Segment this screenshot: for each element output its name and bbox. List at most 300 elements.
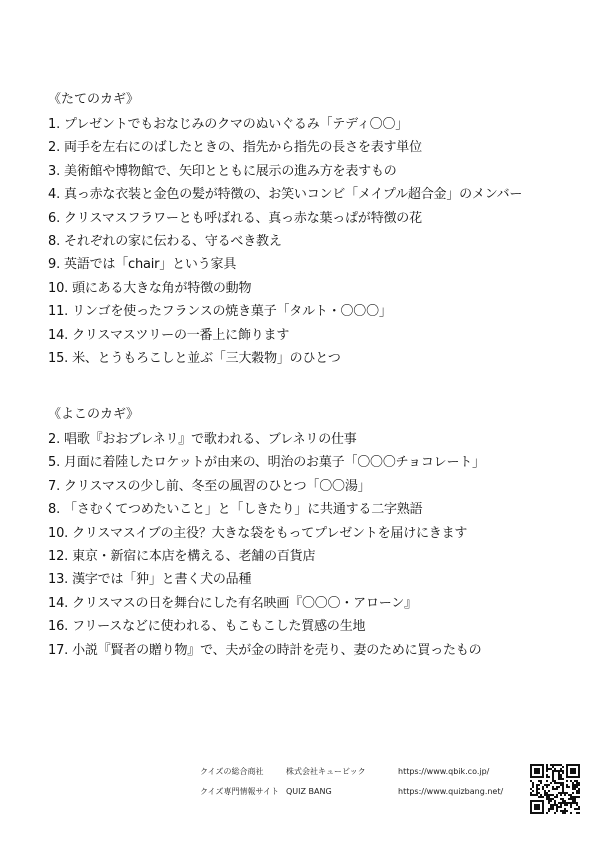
qr-module — [574, 796, 576, 798]
across-clue-list — [48, 113, 608, 370]
clue-text: クリスマスの日を舞台にした有名映画『〇〇〇・アローン』 — [72, 595, 417, 611]
qr-module — [530, 810, 532, 812]
qr-module — [550, 794, 552, 796]
across-clues-section — [48, 90, 608, 370]
qr-module — [536, 792, 538, 794]
qr-module — [554, 768, 556, 770]
clue-text: クリスマスの少し前、冬至の風習のひとつ「〇〇湯」 — [64, 478, 371, 494]
qr-module — [576, 812, 578, 814]
footer — [200, 762, 530, 802]
qr-module — [536, 800, 538, 802]
qr-code-icon[interactable] — [530, 764, 580, 814]
qr-module — [544, 794, 546, 796]
qr-module — [550, 800, 552, 802]
qr-module — [560, 764, 562, 766]
qr-module — [530, 768, 532, 770]
qr-module — [578, 770, 580, 772]
qr-module — [548, 800, 550, 802]
qr-module — [532, 800, 534, 802]
qr-module — [576, 780, 578, 782]
qr-module — [578, 784, 580, 786]
qr-module — [546, 792, 548, 794]
qr-module — [542, 764, 544, 766]
qr-module — [554, 804, 556, 806]
qr-module — [576, 764, 578, 766]
qr-module — [546, 798, 548, 800]
qr-module — [574, 798, 576, 800]
qr-module — [578, 782, 580, 784]
qr-module — [560, 806, 562, 808]
qr-module — [562, 772, 564, 774]
qr-module — [578, 768, 580, 770]
qr-module — [562, 792, 564, 794]
qr-module — [558, 770, 560, 772]
qr-module — [560, 810, 562, 812]
qr-module — [570, 768, 572, 770]
qr-module — [552, 766, 554, 768]
down-clue — [48, 475, 608, 498]
qr-module — [576, 804, 578, 806]
qr-module — [576, 790, 578, 792]
qr-module — [536, 804, 538, 806]
qr-module — [578, 766, 580, 768]
qr-module — [548, 808, 550, 810]
qr-module — [534, 812, 536, 814]
qr-module — [566, 764, 568, 766]
qr-module — [552, 798, 554, 800]
qr-module — [574, 776, 576, 778]
qr-module — [572, 768, 574, 770]
across-clue — [48, 160, 608, 183]
qr-module — [564, 792, 566, 794]
qr-module — [566, 776, 568, 778]
qr-module — [556, 786, 558, 788]
qr-module — [572, 784, 574, 786]
qr-module — [554, 788, 556, 790]
qr-module — [538, 770, 540, 772]
qr-module — [574, 788, 576, 790]
clue-number: 13. — [48, 572, 69, 588]
qr-module — [536, 790, 538, 792]
qr-module — [538, 800, 540, 802]
clue-number: 1. — [48, 117, 61, 132]
clue-text: 頭にある大きな角が特徴の動物 — [72, 280, 252, 296]
qr-module — [536, 776, 538, 778]
qr-module — [542, 808, 544, 810]
qr-module — [562, 786, 564, 788]
qr-module — [552, 778, 554, 780]
qr-module — [576, 792, 578, 794]
clue-number: 5. — [48, 455, 61, 471]
qr-module — [576, 776, 578, 778]
qr-module — [560, 774, 562, 776]
qr-module — [554, 812, 556, 814]
qr-module — [548, 776, 550, 778]
qr-module — [542, 800, 544, 802]
qr-module — [546, 768, 548, 770]
clue-number: 9. — [48, 257, 61, 273]
qr-module — [574, 784, 576, 786]
qr-module — [572, 772, 574, 774]
qr-module — [550, 808, 552, 810]
clue-number: 8. — [48, 233, 61, 249]
qr-module — [568, 764, 570, 766]
qr-module — [576, 796, 578, 798]
qr-module — [536, 808, 538, 810]
clue-number: 11. — [48, 304, 69, 320]
qr-module — [562, 812, 564, 814]
qr-module — [560, 798, 562, 800]
qr-module — [546, 786, 548, 788]
qr-module — [546, 770, 548, 772]
qr-module — [552, 788, 554, 790]
clue-number: 17. — [48, 642, 69, 658]
qr-module — [560, 784, 562, 786]
qr-module — [544, 790, 546, 792]
qr-module — [554, 782, 556, 784]
qr-module — [546, 784, 548, 786]
down-clue — [48, 498, 608, 521]
across-clue — [48, 253, 608, 276]
qr-module — [578, 796, 580, 798]
clue-number: 10. — [48, 525, 69, 541]
clue-number: 3. — [48, 163, 61, 179]
qr-module — [568, 794, 570, 796]
qr-module — [556, 796, 558, 798]
qr-module — [554, 800, 556, 802]
qr-module — [562, 798, 564, 800]
qr-module — [570, 772, 572, 774]
qr-module — [530, 794, 532, 796]
clue-text: プレゼントでもおなじみのクマのぬいぐるみ「テディ〇〇」 — [64, 117, 409, 132]
qr-module — [556, 770, 558, 772]
qr-module — [536, 794, 538, 796]
clue-number: 7. — [48, 478, 61, 494]
qr-module — [572, 792, 574, 794]
qr-module — [568, 776, 570, 778]
qr-module — [578, 774, 580, 776]
qr-module — [576, 808, 578, 810]
qr-module — [572, 800, 574, 802]
qr-module — [556, 806, 558, 808]
qr-module — [552, 804, 554, 806]
qr-module — [538, 772, 540, 774]
qr-module — [546, 774, 548, 776]
qr-module — [558, 764, 560, 766]
qr-module — [546, 812, 548, 814]
qr-module — [560, 804, 562, 806]
qr-module — [558, 786, 560, 788]
qr-module — [550, 806, 552, 808]
down-clue — [48, 615, 608, 638]
qr-module — [566, 770, 568, 772]
qr-module — [570, 806, 572, 808]
qr-module — [560, 802, 562, 804]
qr-module — [534, 800, 536, 802]
clue-number: 15. — [48, 350, 69, 366]
footer-company-name: 株式会社キュービック — [286, 767, 366, 776]
qr-module — [558, 774, 560, 776]
qr-module — [564, 802, 566, 804]
across-clue — [48, 136, 608, 159]
clue-text: 英語では「chair」という家具 — [64, 257, 237, 273]
qr-module — [538, 792, 540, 794]
qr-module — [562, 770, 564, 772]
qr-module — [560, 768, 562, 770]
qr-module — [578, 788, 580, 790]
down-clue-list — [48, 428, 608, 662]
qr-module — [532, 784, 534, 786]
qr-module — [562, 800, 564, 802]
qr-module — [548, 796, 550, 798]
qr-module — [572, 776, 574, 778]
qr-module — [536, 788, 538, 790]
qr-module — [552, 808, 554, 810]
qr-module — [574, 800, 576, 802]
across-clue — [48, 347, 608, 370]
qr-module — [534, 794, 536, 796]
qr-module — [564, 810, 566, 812]
qr-module — [542, 772, 544, 774]
qr-module — [536, 812, 538, 814]
qr-module — [576, 782, 578, 784]
qr-module — [566, 774, 568, 776]
qr-module — [574, 768, 576, 770]
across-clue — [48, 183, 608, 206]
down-clue — [48, 639, 608, 662]
qr-module — [562, 790, 564, 792]
qr-module — [554, 796, 556, 798]
qr-module — [576, 784, 578, 786]
qr-module — [538, 806, 540, 808]
qr-module — [568, 802, 570, 804]
qr-module — [570, 764, 572, 766]
across-clue — [48, 230, 608, 253]
qr-module — [538, 764, 540, 766]
qr-module — [542, 788, 544, 790]
qr-module — [566, 784, 568, 786]
qr-module — [556, 810, 558, 812]
qr-module — [538, 776, 540, 778]
qr-module — [570, 812, 572, 814]
qr-module — [530, 788, 532, 790]
qr-module — [566, 768, 568, 770]
qr-module — [578, 808, 580, 810]
qr-module — [574, 802, 576, 804]
qr-module — [536, 768, 538, 770]
qr-module — [556, 782, 558, 784]
qr-module — [548, 768, 550, 770]
qr-module — [568, 798, 570, 800]
qr-module — [548, 790, 550, 792]
clue-number: 14. — [48, 595, 69, 611]
qr-module — [572, 764, 574, 766]
qr-module — [536, 764, 538, 766]
qr-module — [536, 784, 538, 786]
qr-module — [530, 806, 532, 808]
qr-module — [544, 784, 546, 786]
qr-module — [550, 782, 552, 784]
clue-number: 10. — [48, 280, 69, 296]
qr-module — [532, 790, 534, 792]
qr-module — [530, 772, 532, 774]
clue-number: 8. — [48, 502, 61, 518]
qr-module — [538, 804, 540, 806]
qr-module — [536, 806, 538, 808]
qr-module — [570, 796, 572, 798]
qr-module — [542, 810, 544, 812]
qr-module — [554, 770, 556, 772]
qr-module — [558, 792, 560, 794]
qr-module — [540, 796, 542, 798]
qr-module — [562, 782, 564, 784]
qr-module — [566, 792, 568, 794]
qr-module — [578, 790, 580, 792]
clue-text: それぞれの家に伝わる、守るべき教え — [64, 233, 282, 249]
qr-module — [534, 804, 536, 806]
qr-module — [530, 800, 532, 802]
across-clue — [48, 207, 608, 230]
qr-module — [574, 780, 576, 782]
qr-module — [560, 782, 562, 784]
qr-module — [536, 772, 538, 774]
qr-module — [542, 812, 544, 814]
qr-module — [542, 804, 544, 806]
qr-module — [552, 772, 554, 774]
qr-module — [550, 764, 552, 766]
clue-number: 2. — [48, 140, 61, 156]
down-clues-section — [48, 405, 608, 662]
qr-module — [570, 798, 572, 800]
qr-module — [546, 764, 548, 766]
qr-module — [552, 776, 554, 778]
qr-module — [540, 780, 542, 782]
qr-module — [534, 776, 536, 778]
qr-module — [558, 782, 560, 784]
qr-module — [570, 780, 572, 782]
qr-module — [542, 796, 544, 798]
qr-module — [542, 770, 544, 772]
qr-module — [570, 804, 572, 806]
qr-module — [538, 808, 540, 810]
down-clue — [48, 568, 608, 591]
qr-module — [532, 764, 534, 766]
qr-module — [540, 764, 542, 766]
qr-module — [538, 780, 540, 782]
qr-module — [556, 804, 558, 806]
qr-module — [578, 764, 580, 766]
qr-module — [552, 794, 554, 796]
footer-company-url[interactable]: https://www.qbik.co.jp/ — [398, 767, 490, 776]
qr-module — [530, 764, 532, 766]
across-clue — [48, 277, 608, 300]
qr-module — [570, 776, 572, 778]
qr-module — [542, 766, 544, 768]
qr-module — [538, 812, 540, 814]
qr-module — [558, 806, 560, 808]
clue-text: 漢字では「狆」と書く犬の品種 — [72, 572, 252, 588]
qr-module — [566, 810, 568, 812]
qr-module — [542, 774, 544, 776]
qr-module — [566, 786, 568, 788]
qr-module — [550, 798, 552, 800]
clue-text: 「さむくてつめたいこと」と「しきたり」に共通する二字熟語 — [64, 502, 423, 518]
clue-number: 12. — [48, 548, 69, 564]
qr-module — [562, 802, 564, 804]
qr-module — [540, 800, 542, 802]
qr-module — [548, 784, 550, 786]
qr-module — [572, 796, 574, 798]
qr-module — [566, 766, 568, 768]
qr-module — [566, 780, 568, 782]
clue-text: 両手を左右にのばしたときの、指先から指先の長さを表す単位 — [64, 140, 422, 156]
qr-module — [532, 812, 534, 814]
qr-module — [572, 802, 574, 804]
qr-module — [548, 810, 550, 812]
qr-module — [578, 792, 580, 794]
qr-module — [550, 804, 552, 806]
qr-module — [562, 778, 564, 780]
clue-number: 2. — [48, 432, 61, 447]
down-clue — [48, 545, 608, 568]
clue-text: クリスマスツリーの一番上に飾ります — [72, 327, 290, 343]
qr-module — [538, 796, 540, 798]
qr-module — [536, 770, 538, 772]
qr-module — [574, 764, 576, 766]
qr-module — [564, 808, 566, 810]
qr-module — [564, 804, 566, 806]
qr-module — [544, 792, 546, 794]
clue-number: 14. — [48, 327, 69, 343]
qr-module — [558, 772, 560, 774]
clue-text: 美術館や博物館で、矢印とともに展示の進み方を表すもの — [64, 163, 397, 179]
clue-text: フリースなどに使われる、もこもこした質感の生地 — [72, 619, 366, 635]
qr-module — [556, 788, 558, 790]
down-heading: 《よこのカギ》 — [48, 407, 140, 422]
qr-module — [560, 776, 562, 778]
qr-module — [542, 776, 544, 778]
down-clue — [48, 522, 608, 545]
footer-site-url[interactable]: https://www.quizbang.net/ — [398, 787, 504, 796]
qr-module — [534, 770, 536, 772]
qr-module — [568, 786, 570, 788]
qr-module — [540, 812, 542, 814]
qr-module — [530, 792, 532, 794]
across-clue — [48, 324, 608, 347]
qr-module — [552, 786, 554, 788]
qr-module — [530, 780, 532, 782]
qr-module — [546, 794, 548, 796]
qr-module — [554, 780, 556, 782]
qr-module — [532, 786, 534, 788]
qr-module — [546, 796, 548, 798]
qr-module — [564, 800, 566, 802]
qr-module — [534, 768, 536, 770]
qr-module — [570, 770, 572, 772]
clue-number: 6. — [48, 210, 61, 226]
qr-module — [566, 804, 568, 806]
qr-module — [540, 776, 542, 778]
qr-module — [550, 768, 552, 770]
qr-module — [576, 802, 578, 804]
qr-module — [546, 776, 548, 778]
qr-module — [558, 776, 560, 778]
qr-module — [542, 806, 544, 808]
qr-module — [534, 806, 536, 808]
qr-module — [552, 764, 554, 766]
down-clue — [48, 451, 608, 474]
qr-module — [566, 772, 568, 774]
